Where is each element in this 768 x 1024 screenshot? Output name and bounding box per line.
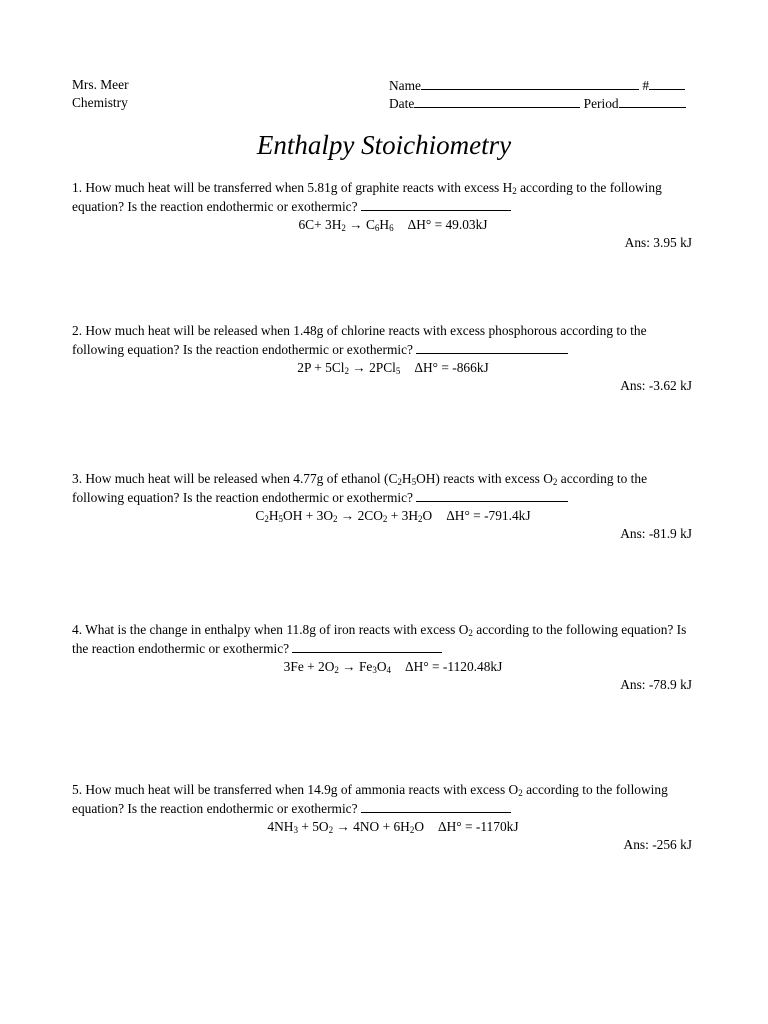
- number-label: #: [642, 78, 650, 93]
- question-4-equation: $3Fe + 2O_2 \to Fe_3O_4$ ΔH° = -1120.48kJ: [283, 659, 503, 675]
- question-1-answer: Ans: 3.95 kJ: [624, 235, 692, 250]
- question-3-equation: $C_2H_5OH + 3O_2 \to 2CO_2 + 3H_2O$ ΔH° = -791.4kJ: [255, 508, 531, 524]
- answer-blank[interactable]: [416, 488, 568, 502]
- answer-blank[interactable]: [416, 340, 568, 354]
- header-right: [389, 76, 686, 112]
- question-5-answer: Ans: -256 kJ: [623, 837, 692, 852]
- header-left: [72, 76, 129, 112]
- question-5: [72, 781, 696, 854]
- question-5-equation: $4NH_3 + 5O_2 \to 4NO + 6H_2O$ ΔH° = -1170kJ: [267, 819, 519, 835]
- question-3-answer: Ans: -81.9 kJ: [620, 526, 692, 541]
- question-4-answer: Ans: -78.9 kJ: [620, 677, 692, 692]
- subject-name: Chemistry: [72, 95, 128, 110]
- question-1-prompt: 1. How much heat will be transferred when 5.81g of graphite reacts with excess $H_2$ according to the following equation? Is the reaction endothermic or exothermic?: [72, 180, 662, 214]
- question-2-prompt: 2. How much heat will be released when 1.48g of chlorine reacts with excess phosphorous according to the following equation? Is the reaction endothermic or exothermic?: [72, 323, 647, 357]
- question-3-prompt: 3. How much heat will be released when 4.77g of ethanol $(C_2H_5OH)$ reacts with excess $O_2$ according to the following equation? Is the reaction endothermic or exothermic?: [72, 471, 648, 505]
- name-label: Name: [389, 78, 421, 93]
- period-label: Period: [583, 96, 619, 111]
- delta-h: ΔH° = -1170kJ: [438, 819, 519, 834]
- question-1-equation: $6C+ 3H_2 \to C_6H_6$ ΔH° = 49.03kJ: [298, 217, 488, 233]
- name-line: [389, 76, 686, 94]
- answer-blank[interactable]: [292, 639, 442, 653]
- question-4-prompt: 4. What is the change in enthalpy when 11.8g of iron reacts with excess $O_2$ according to the following equation? Is the reaction endothermic or exothermic?: [72, 622, 687, 656]
- delta-h: ΔH° = 49.03kJ: [407, 217, 488, 232]
- teacher-name: Mrs. Meer: [72, 77, 129, 92]
- delta-h: ΔH° = -791.4kJ: [446, 508, 531, 523]
- number-blank[interactable]: [649, 76, 685, 90]
- date-line: [389, 94, 686, 112]
- question-3: [72, 470, 696, 543]
- question-2-equation: $2P + 5Cl_2 \to 2PCl_5$ ΔH° = -866kJ: [297, 360, 489, 376]
- name-blank[interactable]: [421, 76, 639, 90]
- answer-blank[interactable]: [361, 197, 511, 211]
- question-5-prompt: 5. How much heat will be transferred when 14.9g of ammonia reacts with excess $O_2$ according to the following equation? Is the reaction endothermic or exothermic?: [72, 782, 668, 816]
- question-1: [72, 179, 696, 252]
- delta-h: ΔH° = -866kJ: [414, 360, 489, 375]
- date-label: Date: [389, 96, 415, 111]
- answer-blank[interactable]: [361, 799, 511, 813]
- page-title: Enthalpy Stoichiometry: [256, 130, 512, 160]
- delta-h: ΔH° = -1120.48kJ: [405, 659, 503, 674]
- question-2: [72, 322, 696, 395]
- date-blank[interactable]: [414, 94, 580, 108]
- question-4: [72, 621, 696, 694]
- question-2-answer: Ans: -3.62 kJ: [620, 378, 692, 393]
- period-blank[interactable]: [619, 94, 686, 108]
